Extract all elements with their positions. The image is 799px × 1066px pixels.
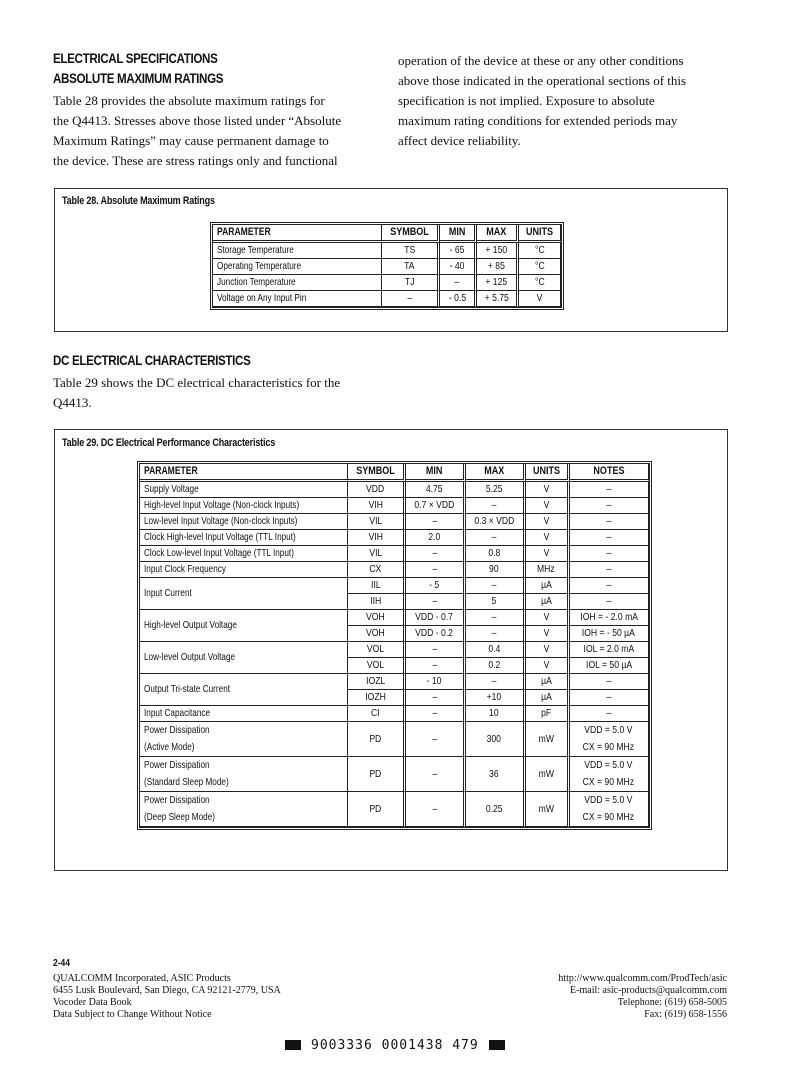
cell-min: VDD - 0.2 xyxy=(406,626,466,642)
barcode-block-right xyxy=(489,1040,505,1050)
cell-min: – xyxy=(406,706,466,722)
table28-caption: Table 28. Absolute Maximum Ratings xyxy=(62,195,215,207)
cell-units: V xyxy=(526,610,570,626)
cell-parameter: Operating Temperature xyxy=(213,259,382,275)
cell-max: + 85 xyxy=(477,259,519,275)
cell-notes: – xyxy=(570,578,649,594)
table-row-power xyxy=(140,757,649,792)
cell-min: - 40 xyxy=(440,259,477,275)
cell-min: - 65 xyxy=(440,243,477,259)
cell-min: 4.75 xyxy=(406,482,466,498)
cell-units: V xyxy=(526,530,570,546)
table-row xyxy=(213,291,561,307)
cell-max: – xyxy=(466,610,526,626)
cell-notes: IOL = 50 µA xyxy=(570,658,649,674)
cell-symbol: VOH xyxy=(348,626,406,642)
table-row-power xyxy=(140,722,649,757)
cell-symbol: – xyxy=(382,291,440,307)
cell-max: 0.2 xyxy=(466,658,526,674)
cell-max: – xyxy=(466,674,526,690)
table-row xyxy=(140,498,649,514)
footer-right xyxy=(558,973,727,1021)
cell-notes: – xyxy=(570,562,649,578)
col-header-units: UNITS xyxy=(526,464,570,482)
cell-units: mW xyxy=(526,757,570,792)
text-line: above those indicated in the operational sections of this xyxy=(398,73,687,88)
text-line: operation of the device at these or any other conditions xyxy=(398,53,684,68)
cell-min: 2.0 xyxy=(406,530,466,546)
cell-units: °C xyxy=(519,243,561,259)
cell-min: – xyxy=(406,514,466,530)
cell-max: 5.25 xyxy=(466,482,526,498)
cell-max: + 5.75 xyxy=(477,291,519,307)
cell-symbol: TJ xyxy=(382,275,440,291)
cell-symbol: VDD xyxy=(348,482,406,498)
text-line: the device. These are stress ratings only and functional xyxy=(53,153,338,168)
footer-line: QUALCOMM Incorporated, ASIC Products xyxy=(53,973,231,984)
cell-symbol: IIL xyxy=(348,578,406,594)
cell-min: VDD - 0.7 xyxy=(406,610,466,626)
cell-units: µA xyxy=(526,674,570,690)
cell-parameter: High-level Input Voltage (Non-clock Inputs) xyxy=(140,498,348,514)
table-row xyxy=(140,578,649,594)
cell-units: µA xyxy=(526,594,570,610)
footer-url: http://www.qualcomm.com/ProdTech/asic xyxy=(558,973,727,984)
cell-min: – xyxy=(406,658,466,674)
cell-units: V xyxy=(519,291,561,307)
cell-max: – xyxy=(466,626,526,642)
cell-max: – xyxy=(466,578,526,594)
cell-min: - 5 xyxy=(406,578,466,594)
cell-max: – xyxy=(466,530,526,546)
cell-max: + 150 xyxy=(477,243,519,259)
table29-frame xyxy=(54,429,728,871)
cell-parameter: Power Dissipation (Standard Sleep Mode) xyxy=(140,757,348,792)
cell-symbol: PD xyxy=(348,757,406,792)
cell-notes: VDD = 5.0 V CX = 90 MHz xyxy=(570,757,649,792)
cell-symbol: VIL xyxy=(348,514,406,530)
table-row-power xyxy=(140,792,649,827)
cell-parameter: High-level Output Voltage xyxy=(140,610,348,642)
cell-symbol: CX xyxy=(348,562,406,578)
text-line: affect device reliability. xyxy=(398,133,521,148)
section-heading-dc: DC ELECTRICAL CHARACTERISTICS xyxy=(53,353,251,368)
cell-symbol: TS xyxy=(382,243,440,259)
cell-parameter: Low-level Output Voltage xyxy=(140,642,348,674)
table28-frame xyxy=(54,188,728,332)
table-row xyxy=(140,514,649,530)
table29 xyxy=(137,461,652,830)
cell-min: – xyxy=(406,722,466,757)
text-line: Maximum Ratings” may cause permanent damage to xyxy=(53,133,329,148)
cell-symbol: IIH xyxy=(348,594,406,610)
cell-min: - 0.5 xyxy=(440,291,477,307)
cell-min: – xyxy=(406,792,466,827)
cell-parameter: Low-level Input Voltage (Non-clock Inputs) xyxy=(140,514,348,530)
cell-units: V xyxy=(526,642,570,658)
cell-min: – xyxy=(406,594,466,610)
cell-parameter: Supply Voltage xyxy=(140,482,348,498)
cell-max: – xyxy=(466,498,526,514)
barcode-strip xyxy=(285,1036,505,1054)
cell-notes: VDD = 5.0 V CX = 90 MHz xyxy=(570,722,649,757)
cell-notes: VDD = 5.0 V CX = 90 MHz xyxy=(570,792,649,827)
col-header-notes: NOTES xyxy=(570,464,649,482)
intro-paragraph-right xyxy=(398,51,738,151)
cell-units: V xyxy=(526,498,570,514)
page-number: 2-44 xyxy=(53,958,71,969)
cell-units: V xyxy=(526,546,570,562)
table-header-row xyxy=(213,225,561,243)
cell-notes: – xyxy=(570,706,649,722)
cell-notes: – xyxy=(570,546,649,562)
section-heading-electrical: ELECTRICAL SPECIFICATIONS xyxy=(53,51,218,66)
col-header-symbol: SYMBOL xyxy=(382,225,440,243)
text-line: maximum rating conditions for extended periods may xyxy=(398,113,678,128)
cell-notes: – xyxy=(570,690,649,706)
table29-caption: Table 29. DC Electrical Performance Characteristics xyxy=(62,437,276,449)
cell-symbol: VOH xyxy=(348,610,406,626)
footer-left xyxy=(53,973,281,1021)
col-header-max: MAX xyxy=(477,225,519,243)
footer-line: 6455 Lusk Boulevard, San Diego, CA 92121-2779, USA xyxy=(53,985,281,996)
cell-min: – xyxy=(406,757,466,792)
cell-symbol: TA xyxy=(382,259,440,275)
cell-parameter: Input Current xyxy=(140,578,348,610)
col-header-parameter: PARAMETER xyxy=(213,225,382,243)
footer-email: E-mail: asic-products@qualcomm.com xyxy=(570,985,727,996)
cell-parameter: Junction Temperature xyxy=(213,275,382,291)
dc-intro-paragraph xyxy=(53,373,393,413)
cell-max: +10 xyxy=(466,690,526,706)
text-line: Table 28 provides the absolute maximum ratings for xyxy=(53,93,325,108)
cell-symbol: PD xyxy=(348,722,406,757)
cell-symbol: VIL xyxy=(348,546,406,562)
cell-notes: – xyxy=(570,674,649,690)
col-header-parameter: PARAMETER xyxy=(140,464,348,482)
cell-symbol: CI xyxy=(348,706,406,722)
table-row xyxy=(140,530,649,546)
text-line: specification is not implied. Exposure to absolute xyxy=(398,93,655,108)
cell-min: 0.7 × VDD xyxy=(406,498,466,514)
table-row xyxy=(140,674,649,690)
cell-notes: – xyxy=(570,482,649,498)
cell-units: mW xyxy=(526,722,570,757)
cell-parameter: Power Dissipation (Active Mode) xyxy=(140,722,348,757)
footer-telephone: Telephone: (619) 658-5005 xyxy=(617,997,727,1008)
cell-notes: IOL = 2.0 mA xyxy=(570,642,649,658)
cell-units: °C xyxy=(519,275,561,291)
cell-symbol: VOL xyxy=(348,658,406,674)
footer-line: Data Subject to Change Without Notice xyxy=(53,1009,212,1020)
cell-symbol: VOL xyxy=(348,642,406,658)
col-header-max: MAX xyxy=(466,464,526,482)
cell-min: – xyxy=(440,275,477,291)
cell-parameter: Clock Low-level Input Voltage (TTL Input) xyxy=(140,546,348,562)
text-line: Q4413. xyxy=(53,395,92,410)
table-row xyxy=(140,610,649,626)
table-row xyxy=(213,259,561,275)
section-heading-absolute: ABSOLUTE MAXIMUM RATINGS xyxy=(53,71,224,86)
barcode-number: 9003336 0001438 479 xyxy=(311,1038,479,1053)
table-row xyxy=(140,706,649,722)
cell-min: – xyxy=(406,690,466,706)
footer-fax: Fax: (619) 658-1556 xyxy=(644,1009,727,1020)
cell-parameter: Input Capacitance xyxy=(140,706,348,722)
cell-notes: – xyxy=(570,530,649,546)
cell-min: – xyxy=(406,562,466,578)
cell-parameter: Storage Temperature xyxy=(213,243,382,259)
cell-notes: IOH = - 50 µA xyxy=(570,626,649,642)
cell-units: pF xyxy=(526,706,570,722)
table-header-row xyxy=(140,464,649,482)
table-row xyxy=(140,546,649,562)
col-header-symbol: SYMBOL xyxy=(348,464,406,482)
col-header-units: UNITS xyxy=(519,225,561,243)
cell-max: 36 xyxy=(466,757,526,792)
cell-notes: – xyxy=(570,498,649,514)
cell-notes: – xyxy=(570,594,649,610)
cell-parameter: Clock High-level Input Voltage (TTL Input) xyxy=(140,530,348,546)
cell-min: – xyxy=(406,642,466,658)
cell-parameter: Voltage on Any Input Pin xyxy=(213,291,382,307)
cell-max: 0.3 × VDD xyxy=(466,514,526,530)
table-row xyxy=(213,275,561,291)
cell-min: – xyxy=(406,546,466,562)
cell-max: 10 xyxy=(466,706,526,722)
cell-min: - 10 xyxy=(406,674,466,690)
table-row xyxy=(140,642,649,658)
text-line: Table 29 shows the DC electrical characteristics for the xyxy=(53,375,341,390)
cell-units: V xyxy=(526,626,570,642)
col-header-min: MIN xyxy=(406,464,466,482)
cell-max: 90 xyxy=(466,562,526,578)
cell-max: + 125 xyxy=(477,275,519,291)
cell-notes: IOH = - 2.0 mA xyxy=(570,610,649,626)
cell-units: V xyxy=(526,482,570,498)
table-row xyxy=(140,562,649,578)
barcode-block-left xyxy=(285,1040,301,1050)
cell-max: 0.4 xyxy=(466,642,526,658)
cell-parameter: Output Tri-state Current xyxy=(140,674,348,706)
text-line: the Q4413. Stresses above those listed under “Absolute xyxy=(53,113,342,128)
cell-units: MHz xyxy=(526,562,570,578)
cell-max: 300 xyxy=(466,722,526,757)
table28 xyxy=(210,222,564,310)
cell-parameter: Input Clock Frequency xyxy=(140,562,348,578)
table-row xyxy=(213,243,561,259)
cell-symbol: IOZH xyxy=(348,690,406,706)
cell-max: 0.25 xyxy=(466,792,526,827)
cell-symbol: VIH xyxy=(348,530,406,546)
intro-paragraph-left xyxy=(53,91,393,171)
cell-notes: – xyxy=(570,514,649,530)
cell-units: µA xyxy=(526,690,570,706)
cell-units: V xyxy=(526,514,570,530)
cell-symbol: IOZL xyxy=(348,674,406,690)
cell-units: mW xyxy=(526,792,570,827)
cell-units: °C xyxy=(519,259,561,275)
col-header-min: MIN xyxy=(440,225,477,243)
footer-line: Vocoder Data Book xyxy=(53,997,132,1008)
cell-max: 0.8 xyxy=(466,546,526,562)
table-row xyxy=(140,482,649,498)
cell-parameter: Power Dissipation (Deep Sleep Mode) xyxy=(140,792,348,827)
cell-symbol: VIH xyxy=(348,498,406,514)
cell-max: 5 xyxy=(466,594,526,610)
cell-units: V xyxy=(526,658,570,674)
cell-units: µA xyxy=(526,578,570,594)
cell-symbol: PD xyxy=(348,792,406,827)
